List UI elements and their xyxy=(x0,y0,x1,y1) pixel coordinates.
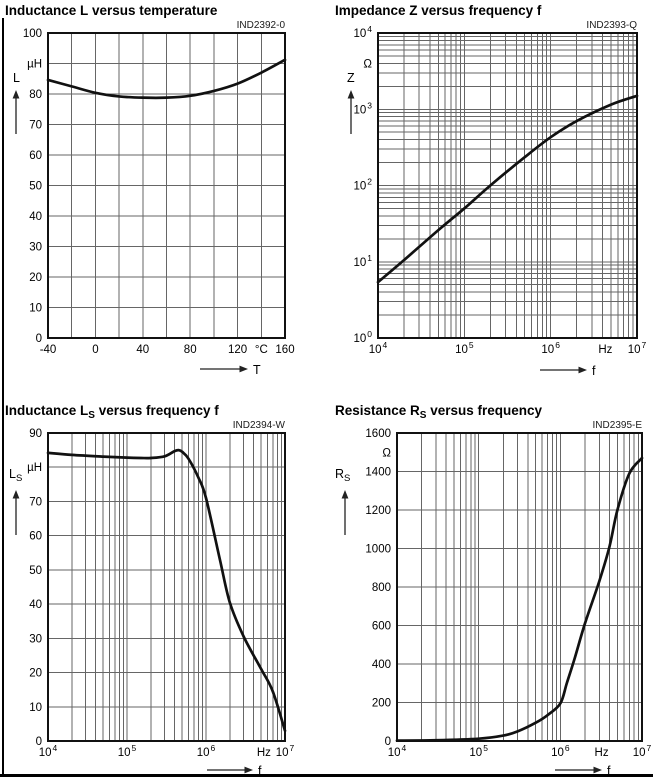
y-unit-label: µH xyxy=(27,462,42,475)
inductance-frequency-plot xyxy=(0,390,330,780)
y-axis-label: Z xyxy=(347,71,355,85)
y-tick-label: 400 xyxy=(371,659,391,671)
chart-panel-resistance-frequency xyxy=(330,390,653,780)
y-axis-arrowhead-icon xyxy=(342,490,349,499)
y-tick-label: $10^0$ xyxy=(353,329,372,345)
chart-title: Impedance Z versus frequency f xyxy=(335,3,542,18)
y-unit-label: µH xyxy=(27,58,42,71)
chart-title: Inductance L versus temperature xyxy=(5,3,218,18)
y-tick-label: 70 xyxy=(29,496,42,509)
x-tick-label: -40 xyxy=(39,344,57,356)
y-tick-label: 30 xyxy=(29,633,42,646)
x-axis-label: f xyxy=(258,764,262,778)
y-tick-label: 600 xyxy=(371,620,391,633)
resistance-frequency-plot xyxy=(330,390,653,780)
y-tick-label: $10^4$ xyxy=(353,24,372,40)
x-unit-label: °C xyxy=(254,344,268,356)
y-axis-arrowhead-icon xyxy=(13,490,20,499)
x-tick-label: $10^7$ xyxy=(275,743,295,759)
x-axis-arrowhead-icon xyxy=(245,767,254,774)
x-tick-label: 120 xyxy=(228,344,248,356)
chart-panel-inductance-temperature xyxy=(0,0,330,390)
y-tick-label: 1400 xyxy=(365,466,391,479)
y-tick-label: 10 xyxy=(29,302,42,315)
x-axis-label: f xyxy=(592,364,596,378)
chart-code: IND2394-W xyxy=(232,420,285,431)
grid xyxy=(48,433,285,741)
chart-panel-impedance-frequency xyxy=(330,0,653,390)
chart-title: Resistance $R_S$ versus frequency xyxy=(335,403,543,421)
data-curve xyxy=(48,450,285,731)
y-tick-label: 1000 xyxy=(365,543,391,556)
tick-labels xyxy=(27,428,294,759)
y-axis-arrowhead-icon xyxy=(13,90,20,99)
y-tick-label: 100 xyxy=(22,28,42,40)
x-tick-label: $10^6$ xyxy=(541,340,560,356)
y-tick-label: 70 xyxy=(29,119,42,132)
x-tick-label: 160 xyxy=(275,344,295,356)
y-axis-label: L xyxy=(13,71,20,85)
y-tick-label: 800 xyxy=(371,582,391,594)
y-tick-label: 1200 xyxy=(365,505,391,517)
y-unit-label: Ω xyxy=(363,58,372,71)
x-tick-label: $10^5$ xyxy=(455,340,474,356)
x-tick-label: $10^7$ xyxy=(632,743,652,759)
y-tick-label: $10^1$ xyxy=(353,252,372,269)
y-tick-label: $10^2$ xyxy=(353,176,372,193)
x-unit-label: Hz xyxy=(256,747,271,759)
chart-code: IND2392-0 xyxy=(236,20,285,31)
y-unit-label: Ω xyxy=(382,447,391,460)
grid xyxy=(397,433,642,741)
x-tick-label: $10^7$ xyxy=(627,340,647,356)
y-tick-label: 30 xyxy=(29,241,42,254)
y-tick-label: $10^3$ xyxy=(353,100,372,117)
y-tick-label: 60 xyxy=(29,150,42,162)
chart-code: IND2393-Q xyxy=(586,20,637,31)
y-tick-label: 40 xyxy=(29,211,42,223)
y-tick-label: 50 xyxy=(29,180,42,193)
y-tick-label: 40 xyxy=(29,599,42,612)
x-axis-label: T xyxy=(253,363,261,377)
y-tick-label: 20 xyxy=(29,272,42,284)
x-tick-label: 80 xyxy=(183,344,197,356)
y-tick-label: 0 xyxy=(384,736,391,748)
y-axis-label: $R_S$ xyxy=(335,467,351,484)
y-tick-label: 60 xyxy=(29,530,42,543)
x-tick-label: $10^4$ xyxy=(387,743,407,759)
y-tick-label: 0 xyxy=(35,736,42,748)
chart-code: IND2395-E xyxy=(592,420,642,431)
y-tick-label: 20 xyxy=(29,667,42,680)
impedance-frequency-plot xyxy=(330,0,653,390)
x-tick-label: $10^5$ xyxy=(469,743,488,759)
inductance-temperature-plot xyxy=(0,0,330,390)
chart-panel-inductance-frequency xyxy=(0,390,330,780)
plot-frame xyxy=(48,433,285,741)
x-unit-label: Hz xyxy=(598,344,613,356)
y-tick-label: 90 xyxy=(29,428,42,440)
x-tick-label: $10^4$ xyxy=(368,340,388,356)
tick-labels xyxy=(365,428,651,759)
y-tick-label: 50 xyxy=(29,564,42,577)
x-tick-label: 40 xyxy=(136,344,150,356)
y-tick-label: 0 xyxy=(35,333,42,345)
x-tick-label: $10^5$ xyxy=(117,743,137,759)
x-tick-label: $10^4$ xyxy=(38,743,58,759)
y-tick-label: 80 xyxy=(29,89,42,101)
x-axis-arrowhead-icon xyxy=(579,367,588,374)
y-axis-arrowhead-icon xyxy=(348,90,355,99)
x-unit-label: Hz xyxy=(594,747,609,759)
x-tick-label: 0 xyxy=(92,344,99,356)
x-tick-label: $10^6$ xyxy=(551,743,570,759)
y-tick-label: 200 xyxy=(371,697,391,710)
chart-title: Inductance $L_S$ versus frequency f xyxy=(5,403,219,421)
x-axis-label: f xyxy=(607,764,611,778)
x-axis-arrowhead-icon xyxy=(594,767,603,774)
x-tick-label: $10^6$ xyxy=(196,743,216,759)
y-tick-label: 1600 xyxy=(365,428,391,440)
x-axis-arrowhead-icon xyxy=(240,366,249,373)
y-tick-label: 10 xyxy=(29,701,42,714)
grid xyxy=(378,33,637,338)
y-axis-label: $L_S$ xyxy=(9,467,23,484)
data-curve xyxy=(397,458,642,741)
